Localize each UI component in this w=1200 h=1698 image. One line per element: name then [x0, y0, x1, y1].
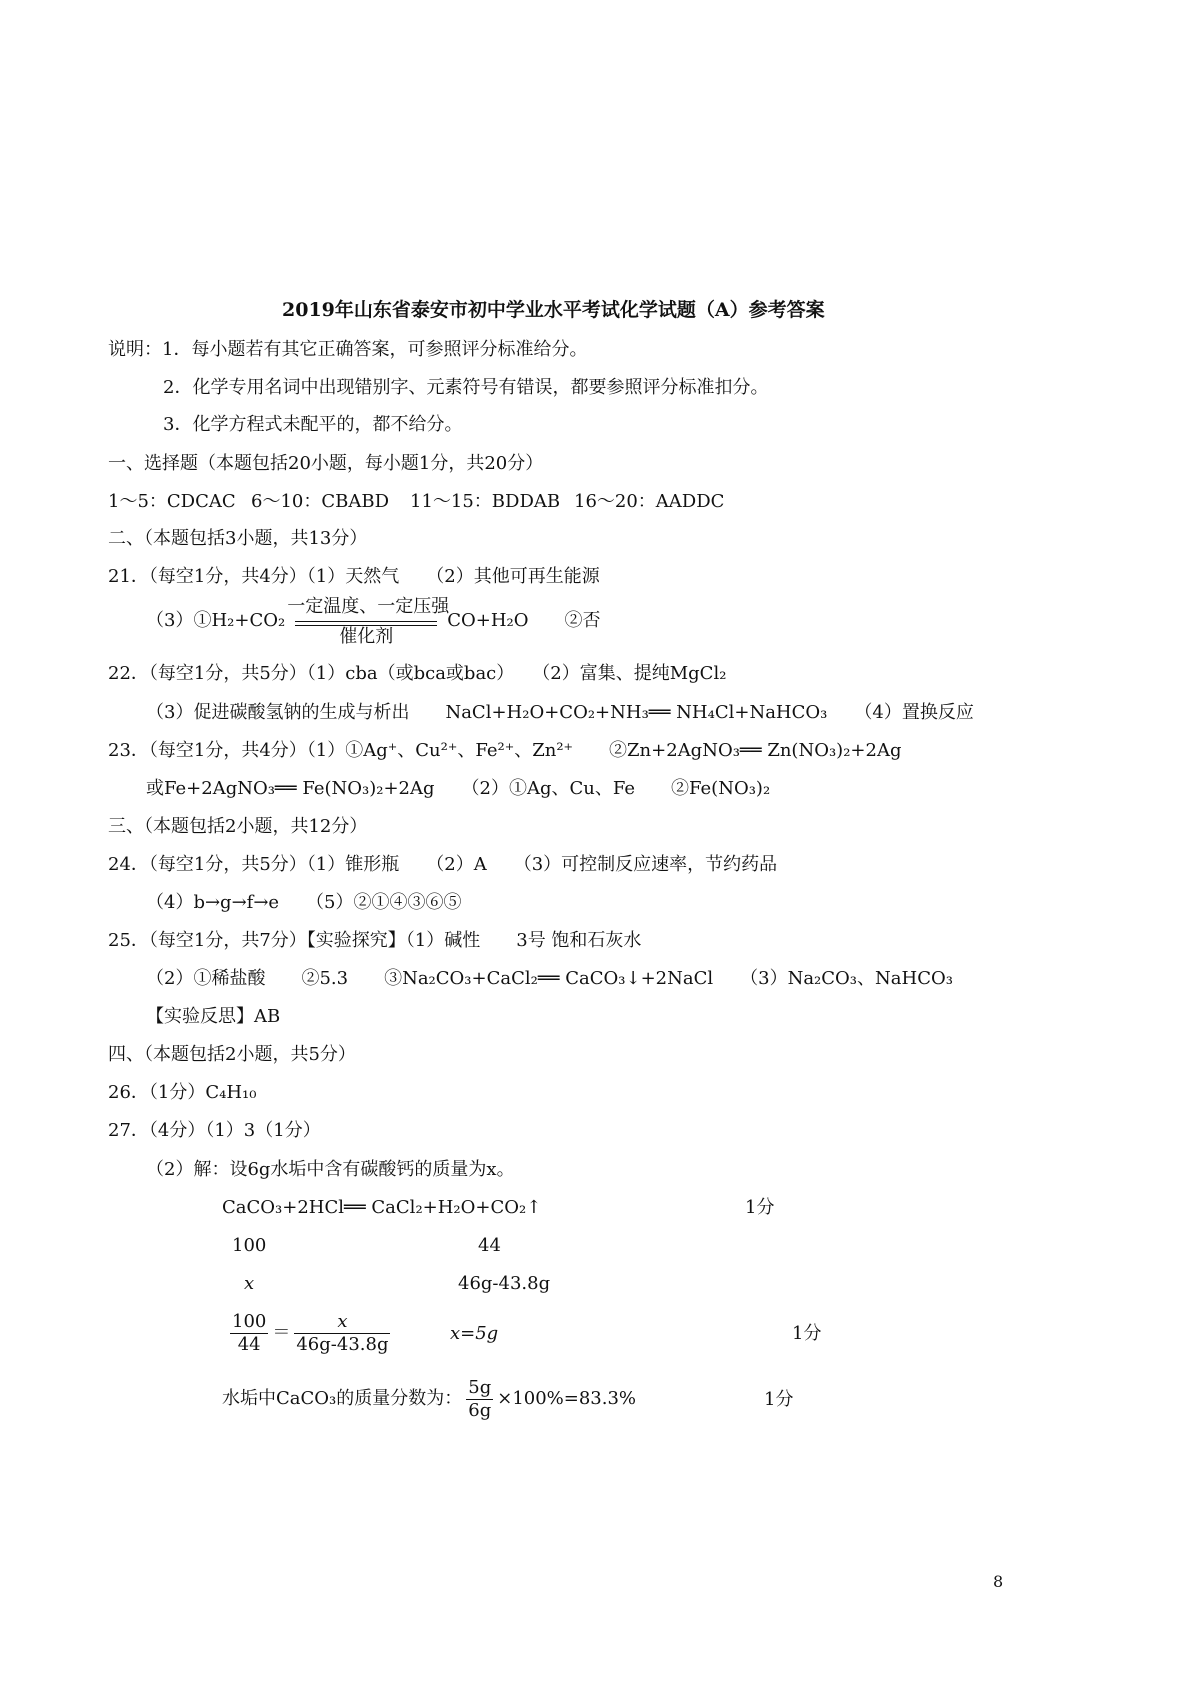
final-suffix: ×100%=83.3%: [497, 1388, 637, 1409]
ratio-left: 100: [232, 1235, 267, 1256]
q25-line-2: （2）①稀盐酸 ②5.3 ③Na₂CO₃+CaCl₂══ CaCO₃↓+2NaCl （3）Na₂CO₃、NaHCO₃: [146, 968, 953, 989]
section-2-heading: 二、（本题包括3小题，共13分）: [108, 528, 368, 549]
q21-line-2: [146, 596, 600, 646]
q22-line-2: （3）促进碳酸氢钠的生成与析出 NaCl+H₂O+CO₂+NH₃══ NH₄Cl+NaHCO₃ （4）置换反应: [146, 702, 974, 723]
q27-line-1: 27．（4分）（1）3（1分）: [108, 1120, 321, 1141]
q25-line-1: 25．（每空1分，共7分）【实验探究】（1）碱性 3号 饱和石灰水: [108, 930, 642, 951]
final-result: [222, 1376, 636, 1422]
note-line-1: 说明：1．每小题若有其它正确答案，可参照评分标准给分。: [108, 339, 588, 360]
q23-line-2: 或Fe+2AgNO₃══ Fe(NO₃)₂+2Ag （2）①Ag、Cu、Fe ②Fe(NO₃)₂: [146, 778, 771, 799]
q24-line-1: 24．（每空1分，共5分）（1）锥形瓶 （2）A （3）可控制反应速率，节约药品: [108, 854, 778, 875]
q23-line-1: 23．（每空1分，共4分）（1）①Ag⁺、Cu²⁺、Fe²⁺、Zn²⁺ ②Zn+2AgNO₃══ Zn(NO₃)₂+2Ag: [108, 740, 902, 761]
unknown-right: 46g-43.8g: [458, 1273, 551, 1294]
answer-group-4: 16～20：AADDC: [574, 491, 725, 512]
page-title: 2019年山东省泰安市初中学业水平考试化学试题（A）参考答案: [282, 299, 825, 321]
q21-reactants: （3）①H₂+CO₂: [146, 610, 286, 631]
q27-line-2: （2）解：设6g水垢中含有碳酸钙的质量为x。: [146, 1159, 515, 1180]
solution-value: x=5g: [450, 1323, 499, 1344]
fraction-100-44: $\frac{100}{44}$: [232, 1310, 267, 1355]
chemical-equation: CaCO₃+2HCl══ CaCl₂+H₂O+CO₂↑: [222, 1197, 542, 1218]
fraction-5g-6g: $\frac{5g}{6g}$: [468, 1376, 492, 1421]
final-prefix: 水垢中CaCO₃的质量分数为：: [222, 1388, 463, 1409]
section-1-heading: 一、选择题（本题包括20小题，每小题1分，共20分）: [108, 453, 544, 474]
q22-line-1: 22．（每空1分，共5分）（1）cba（或bca或bac） （2）富集、提纯MgCl₂: [108, 663, 727, 684]
equals-sign: ＝: [272, 1322, 291, 1343]
answer-group-3: 11～15：BDDAB: [410, 491, 561, 512]
equals-bar-top: [295, 621, 437, 622]
reaction-condition: [287, 596, 450, 647]
note-line-2: 2．化学专用名词中出现错别字、元素符号有错误，都要参照评分标准扣分。: [163, 377, 769, 398]
proportion-equation: [226, 1310, 394, 1356]
section-4-heading: 四、（本题包括2小题，共5分）: [108, 1044, 356, 1065]
unknown-left: x: [244, 1273, 255, 1294]
final-score: 1分: [764, 1389, 794, 1410]
q25-line-3: 【实验反思】AB: [146, 1006, 281, 1027]
q21-line-1: 21．（每空1分，共4分）（1）天然气 （2）其他可再生能源: [108, 566, 600, 587]
equation-score: 1分: [745, 1197, 775, 1218]
fraction-x-mass: $\frac{x}{46g-43.8g}$: [296, 1310, 389, 1355]
answer-group-2: 6～10：CBABD: [251, 491, 390, 512]
section-3-heading: 三、（本题包括2小题，共12分）: [108, 816, 368, 837]
solution-score: 1分: [792, 1323, 822, 1344]
condition-bottom: 催化剂: [339, 626, 394, 647]
ratio-right: 44: [478, 1235, 501, 1256]
condition-top: 一定温度、一定压强: [287, 596, 450, 617]
answer-group-1: 1～5：CDCAC: [108, 491, 236, 512]
q21-products: CO+H₂O ②否: [447, 610, 601, 631]
page-number: 8: [993, 1572, 1004, 1591]
q26-answer: 26．（1分）C₄H₁₀: [108, 1082, 257, 1103]
q24-line-2: （4）b→g→f→e （5）②①④③⑥⑤: [146, 892, 462, 913]
note-line-3: 3．化学方程式未配平的，都不给分。: [163, 414, 463, 435]
